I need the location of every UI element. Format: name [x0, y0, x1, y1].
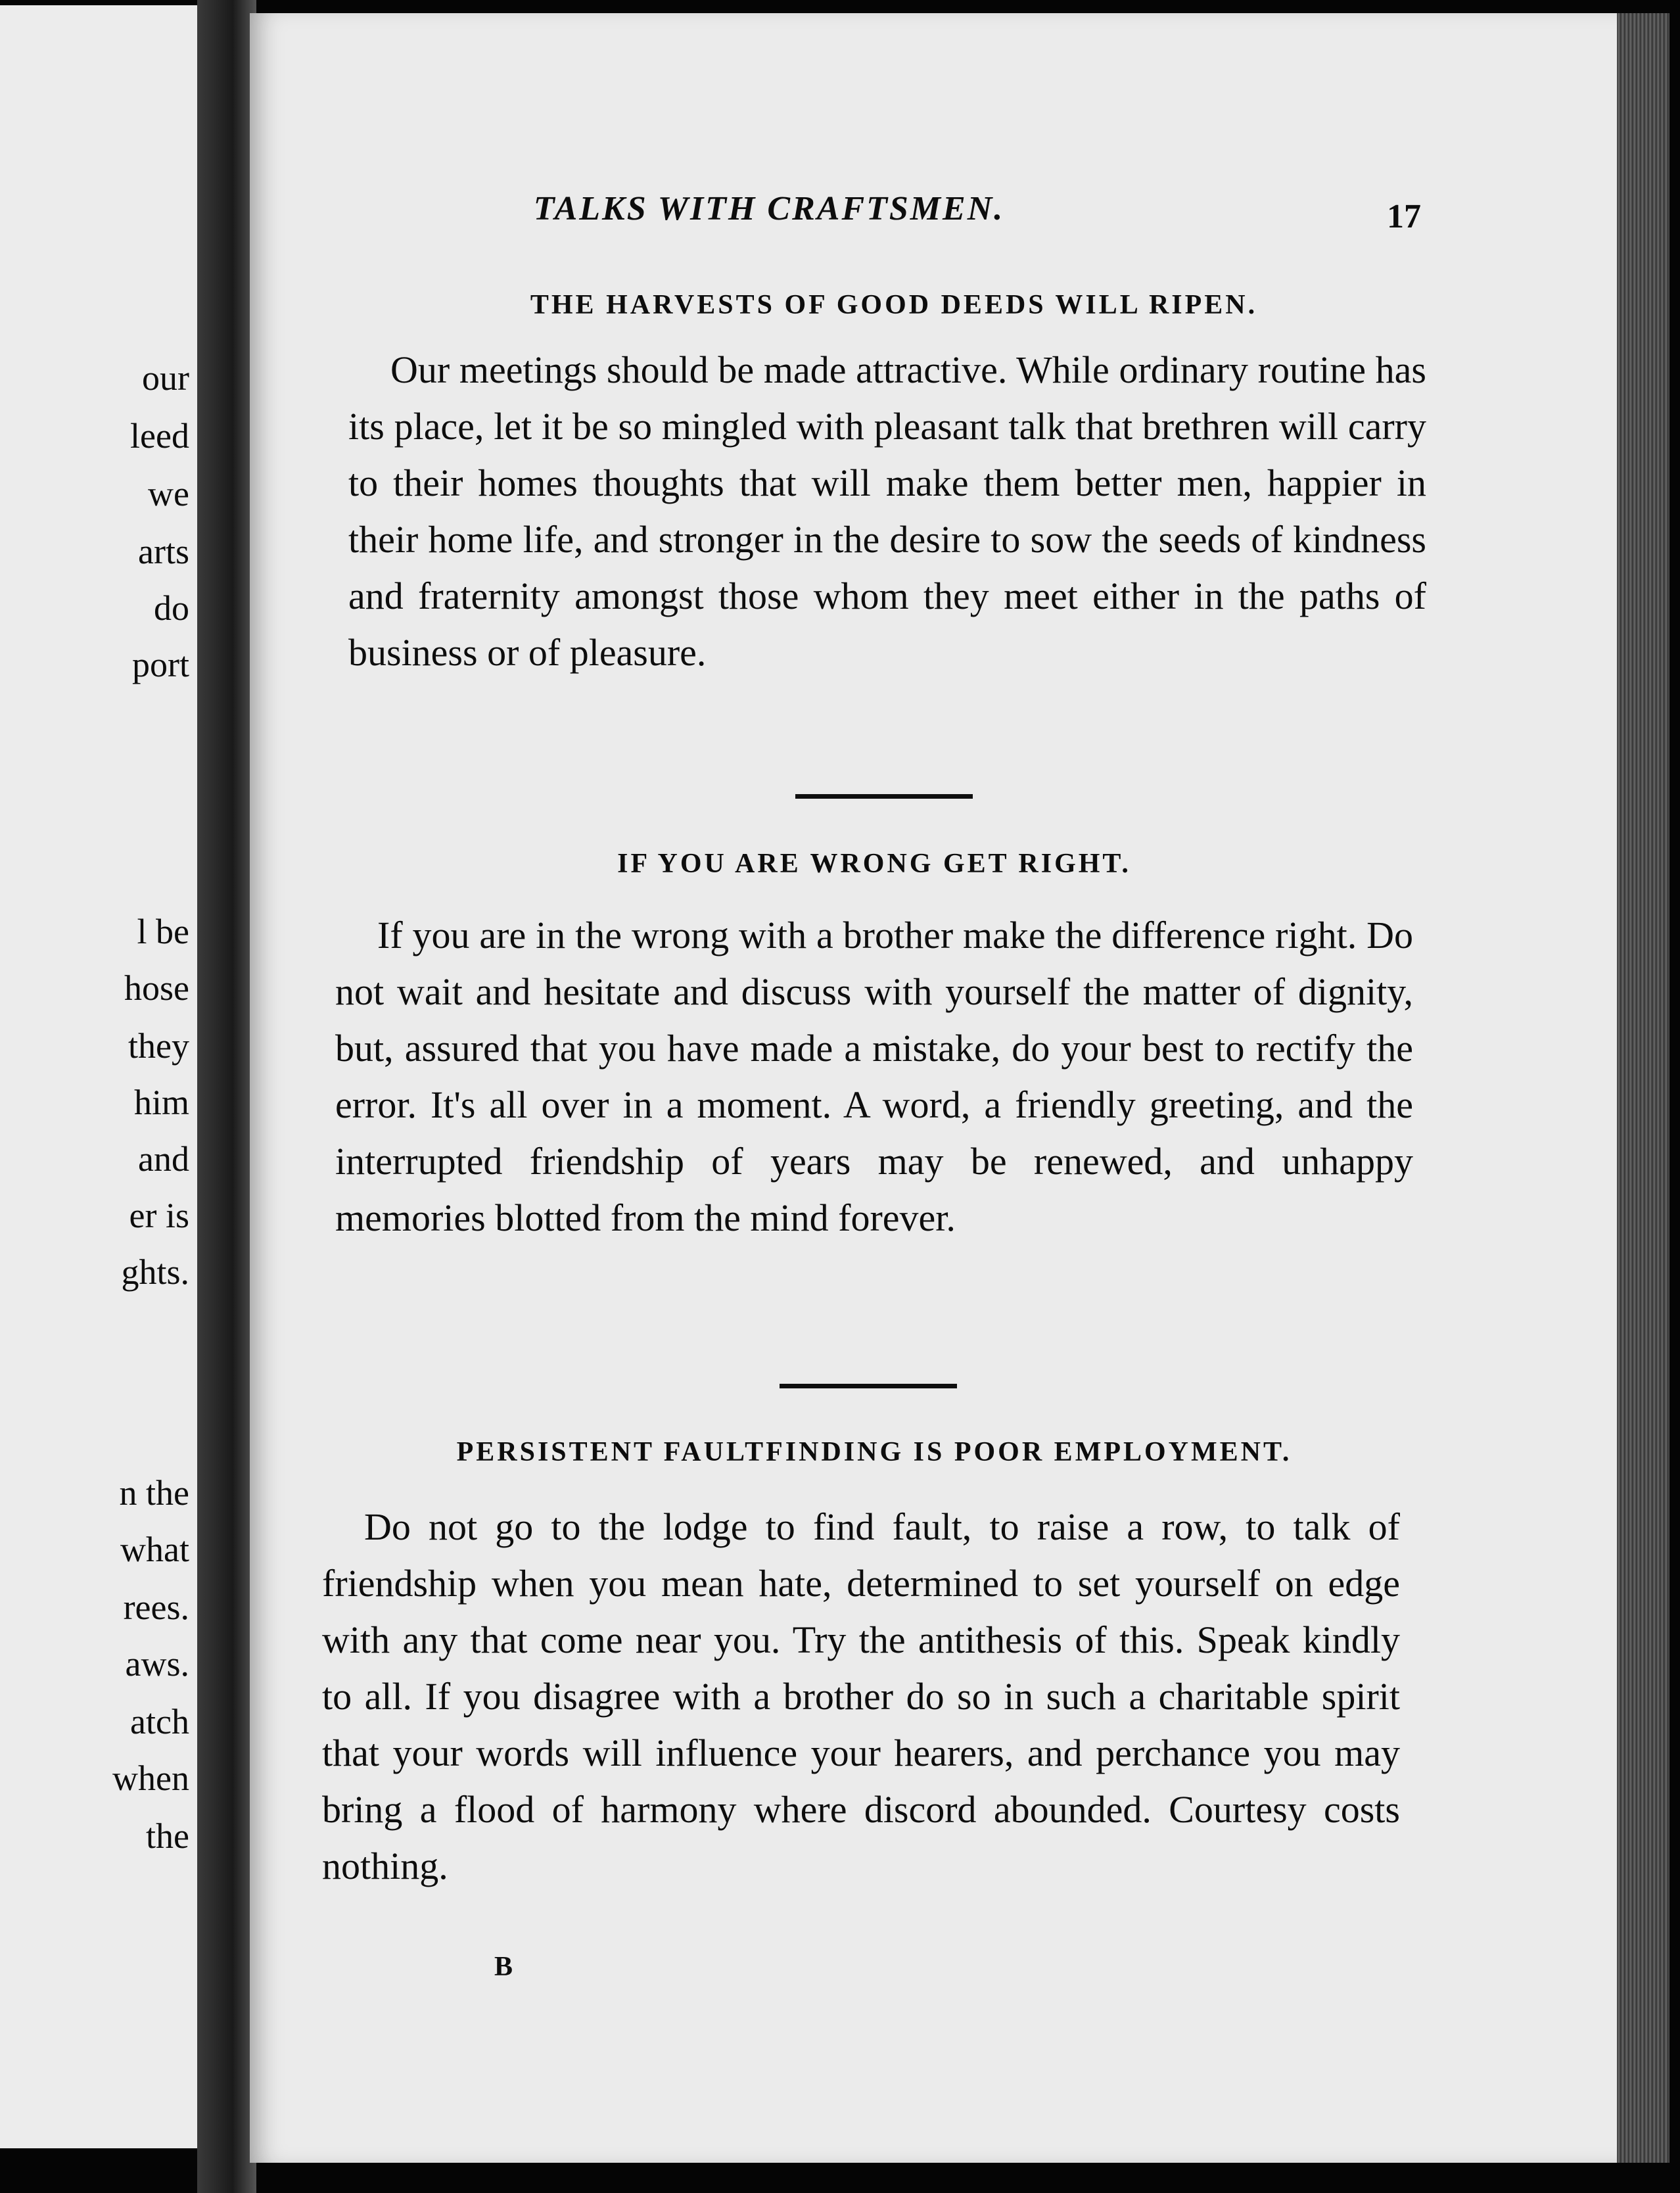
left-text-fragment: they: [128, 1026, 189, 1066]
left-text-fragment: and: [138, 1139, 189, 1179]
book-gutter: [197, 0, 256, 2193]
left-text-fragment: rees.: [123, 1588, 189, 1627]
left-text-fragment: arts: [138, 532, 189, 571]
left-text-fragment: n the: [119, 1473, 189, 1513]
left-text-fragment: port: [132, 645, 189, 684]
section-heading: THE HARVESTS OF GOOD DEEDS WILL RIPEN.: [530, 290, 1258, 320]
section-heading: PERSISTENT FAULTFINDING IS POOR EMPLOYMENT.: [456, 1437, 1292, 1467]
left-text-fragment: l be: [137, 912, 189, 951]
page-edge-stack: [1617, 13, 1669, 2163]
paragraph: Do not go to the lodge to find fault, to raise a row, to talk of friendship when you mean hate, determined to set yourself on edge with any that come near you. Try the antithesis of this. Speak kindly to all. If you disagree with a brother do so in such a charitable spirit that your words will influence your hearers, and perchance you may bring a flood of harmony where discord abounded. Courtesy costs nothing.: [322, 1505, 1400, 1887]
left-text-fragment: we: [148, 474, 189, 513]
signature-mark: B: [494, 1952, 513, 1982]
left-text-fragment: what: [120, 1530, 189, 1569]
left-text-fragment: leed: [130, 416, 189, 456]
section-body: [335, 907, 1413, 1246]
left-text-fragment: him: [133, 1083, 189, 1122]
section-divider: [780, 1384, 957, 1388]
left-text-fragment: when: [112, 1758, 189, 1798]
section-body: [322, 1499, 1400, 1895]
left-text-fragment: atch: [130, 1702, 189, 1741]
paragraph: If you are in the wrong with a brother make the difference right. Do not wait and hesitate and discuss with yourself the matter of dignity, but, assured that you have made a mistake, do your best to rectify the error. It's all over in a moment. A word, a friendly greeting, and the interrupted friendship of years may be renewed, and unhappy memories blotted from the mind forever.: [335, 914, 1413, 1239]
left-text-fragment: er is: [129, 1196, 189, 1235]
running-title: TALKS WITH CRAFTSMEN.: [533, 190, 1005, 227]
left-text-fragment: our: [142, 358, 189, 398]
page-number: 17: [1387, 198, 1421, 235]
paragraph: Our meetings should be made attractive. While ordinary routine has its place, let it be so mingled with pleasant talk that brethren will carry to their homes thoughts that will make them better men, happier in their home life, and stronger in the desire to sow the seeds of kindness and fraternity amongst those whom they meet either in the paths of business or of pleasure.: [348, 348, 1426, 674]
left-text-fragment: do: [154, 588, 189, 628]
left-text-fragment: hose: [124, 968, 189, 1008]
left-text-fragment: aws.: [125, 1644, 189, 1684]
section-body: [348, 342, 1426, 681]
facing-page-left: [0, 5, 197, 2148]
left-text-fragment: ghts.: [121, 1252, 189, 1292]
section-heading: IF YOU ARE WRONG GET RIGHT.: [617, 849, 1131, 879]
section-divider: [795, 794, 973, 799]
left-text-fragment: the: [146, 1816, 189, 1856]
